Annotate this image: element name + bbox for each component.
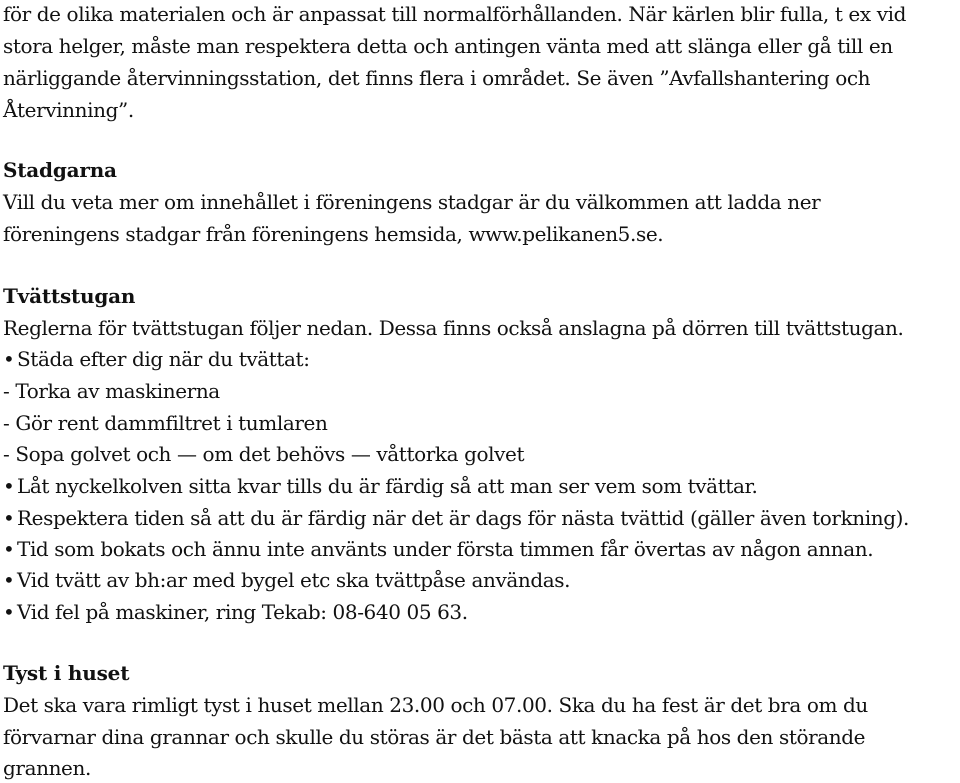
intro-line-1: för de olika materialen och är anpassat till normalförhållanden. När kärlen blir fulla, t ex vid: [3, 2, 907, 26]
rule-list-item: [3, 598, 468, 626]
rule-list-item: [3, 345, 310, 373]
bullet-icon: •: [3, 600, 15, 624]
intro-line-4: Återvinning”.: [3, 98, 134, 122]
sub-list-item: - Sopa golvet och — om det behövs — våttorka golvet: [3, 442, 525, 466]
rule-text: Respektera tiden så att du är färdig när det är dags för nästa tvättid (gäller även torkning).: [17, 506, 910, 530]
rule-text: Vid tvätt av bh:ar med bygel etc ska tvättpåse användas.: [17, 568, 571, 592]
section-heading-tvattstugan: Tvättstugan: [3, 284, 136, 308]
rule-list-item: [3, 566, 570, 594]
section-heading-stadgarna: Stadgarna: [3, 158, 117, 182]
rule-text: Vid fel på maskiner, ring Tekab: 08-640 05 63.: [17, 600, 468, 624]
rule-text: Tid som bokats och ännu inte använts under första timmen får övertas av någon annan.: [17, 537, 874, 561]
bullet-icon: •: [3, 506, 15, 530]
intro-line-2: stora helger, måste man respektera detta och antingen vänta med att slänga eller gå till en: [3, 34, 893, 58]
rule-list-item: [3, 504, 909, 532]
sub-list-item: - Gör rent dammfiltret i tumlaren: [3, 411, 328, 435]
stadgarna-line-1: Vill du veta mer om innehållet i föreningens stadgar är du välkommen att ladda ner: [3, 190, 821, 214]
bullet-icon: •: [3, 347, 15, 371]
rule-text: Städa efter dig när du tvättat:: [17, 347, 310, 371]
intro-line-3: närliggande återvinningsstation, det finns flera i området. Se även ”Avfallshantering och: [3, 66, 871, 90]
tyst-line-3: grannen.: [3, 756, 91, 780]
rule-list-item: [3, 472, 757, 500]
stadgarna-line-2: föreningens stadgar från föreningens hemsida, www.pelikanen5.se.: [3, 222, 664, 246]
bullet-icon: •: [3, 474, 15, 498]
bullet-icon: •: [3, 537, 15, 561]
rule-list-item: [3, 535, 873, 563]
sub-list-item: - Torka av maskinerna: [3, 379, 220, 403]
tyst-line-1: Det ska vara rimligt tyst i huset mellan 23.00 och 07.00. Ska du ha fest är det bra om du: [3, 693, 868, 717]
bullet-icon: •: [3, 568, 15, 592]
rule-text: Låt nyckelkolven sitta kvar tills du är färdig så att man ser vem som tvättar.: [17, 474, 758, 498]
tvattstugan-intro: Reglerna för tvättstugan följer nedan. Dessa finns också anslagna på dörren till tvättstugan.: [3, 316, 904, 340]
tyst-line-2: förvarnar dina grannar och skulle du störas är det bästa att knacka på hos den störande: [3, 725, 866, 749]
section-heading-tyst-i-huset: Tyst i huset: [3, 661, 130, 685]
